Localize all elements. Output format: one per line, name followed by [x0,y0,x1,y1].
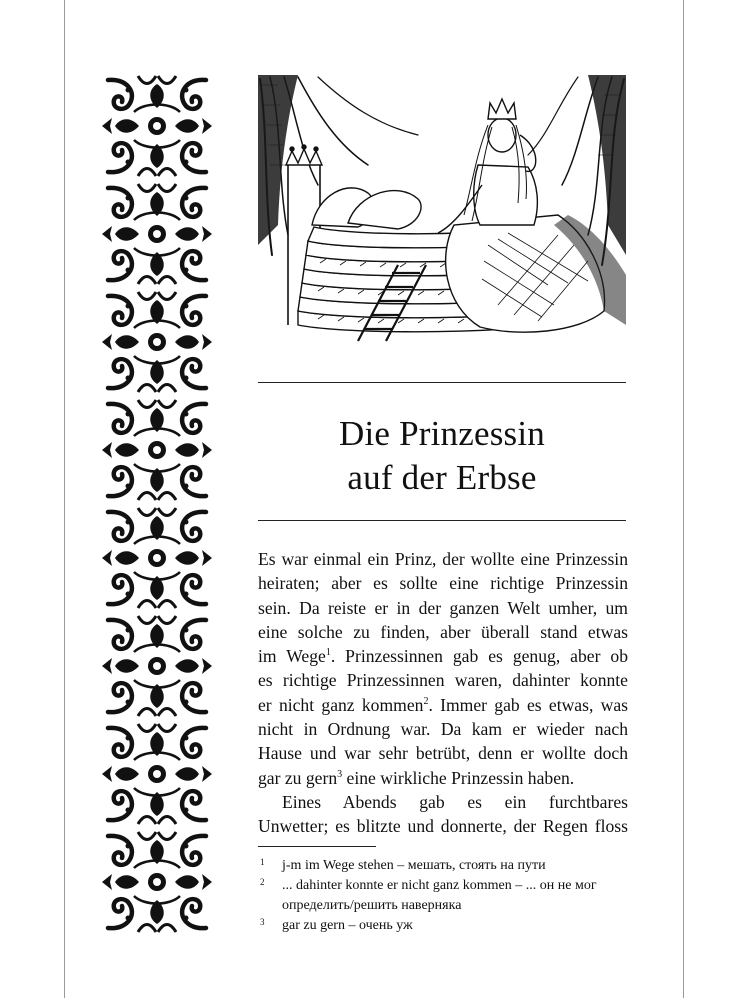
title-rule-top [258,382,626,383]
text-line: es richtige Prinzessinnen waren, dahinter konnte [258,670,628,691]
title-line-2: auf der Erbse [347,458,537,497]
footnote-ref-1: 1 [325,647,331,659]
text-line [258,766,628,790]
footnotes [258,856,628,936]
text-segment: im Wege [258,646,326,667]
text-line [258,693,628,717]
footnote-number: 2 [260,877,265,887]
text-line: heiraten; aber es sollte eine richtige Prinzessin [258,573,628,594]
title-rule-bottom [258,520,626,521]
page-title [258,412,626,500]
text-line: Eines Abends gab es ein furchtbares [282,791,628,812]
footnote-ref-3: 3 [337,768,343,780]
text-line [258,644,628,668]
princess-illustration [258,75,626,343]
footnote-3 [258,916,628,936]
footnote-rule [258,846,376,847]
text-line: sein. Da reiste er in der ganzen Welt umher, um [258,597,628,618]
title-line-1: Die Prinzessin [339,414,545,453]
footnote-1 [258,856,628,876]
footnote-number: 1 [260,857,265,867]
text-line: Hause und war sehr betrübt, denn er wollte doch [258,743,628,764]
footnote-ref-2: 2 [423,695,429,707]
text-line: nicht in Ordnung war. Da kam er wieder nach [258,719,628,740]
text-segment: er nicht ganz kommen [258,694,424,715]
story-text [258,547,628,839]
footnote-2 [258,876,628,916]
text-line: eine solche zu finden, aber überall stand etwas [258,621,628,642]
text-line: Unwetter; es blitzte und donnerte, der Regen floss [258,816,628,837]
text-segment: gar zu gern [258,767,338,788]
footnote-number: 3 [260,917,265,927]
text-segment: . Prinzessinnen gab es genug, aber ob [330,646,629,667]
footnote-text: gar zu gern – очень уж [282,918,413,933]
footnote-text: ... dahinter konnte er nicht ganz kommen – ... он не мог определить/решить наверняка [282,878,597,913]
text-line: Es war einmal ein Prinz, der wollte eine Prinzessin [258,549,628,569]
ornamental-border [98,72,216,940]
text-segment: eine wirkliche Prinzessin haben. [342,767,575,788]
footnote-text: j-m im Wege stehen – мешать, стоять на пути [282,858,546,873]
text-segment: . Immer gab es etwas, was [428,694,628,715]
